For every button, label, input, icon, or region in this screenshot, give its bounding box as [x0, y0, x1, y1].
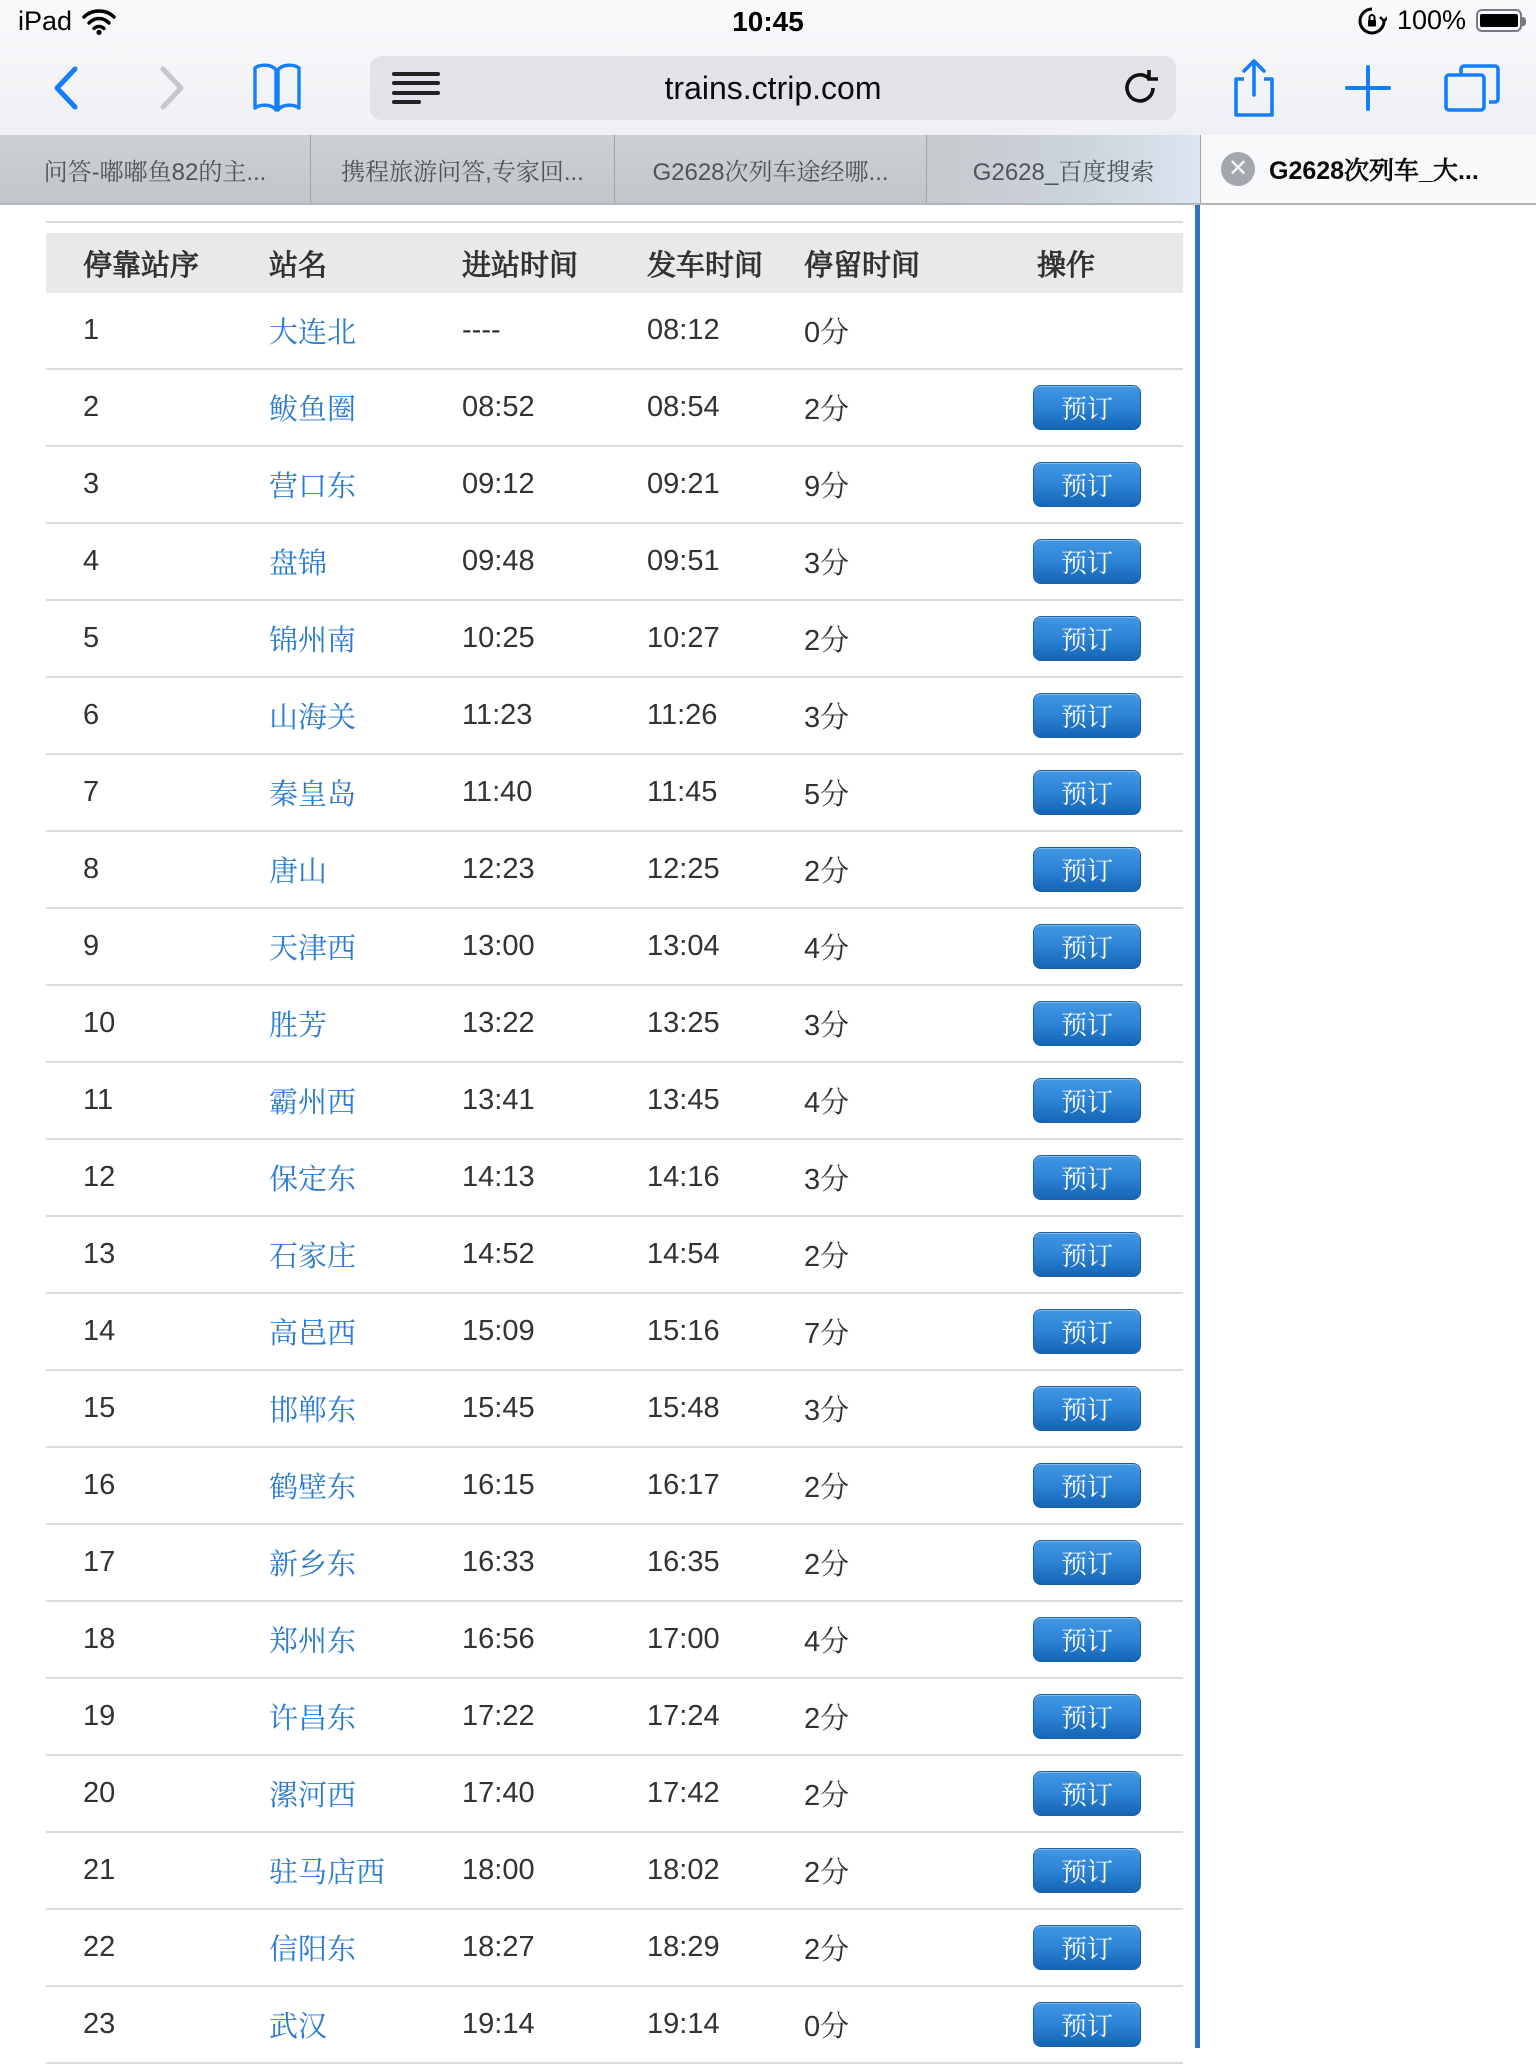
- station-link[interactable]: 邯郸东: [269, 1395, 357, 1427]
- departure-time: 18:29: [647, 1931, 720, 1963]
- page-content-edge: [1195, 205, 1200, 2048]
- tab-1[interactable]: [0, 135, 311, 203]
- reload-button[interactable]: [1120, 68, 1160, 108]
- action-cell: [1037, 1848, 1183, 1893]
- arrival-time: 09:48: [462, 545, 535, 577]
- table-row: [46, 986, 1183, 1063]
- station-link[interactable]: 盘锦: [269, 548, 328, 580]
- stop-duration: 2分: [804, 1472, 850, 1504]
- stop-duration: 4分: [804, 1087, 850, 1119]
- url-text: trains.ctrip.com: [664, 69, 882, 106]
- table-row: [46, 447, 1183, 524]
- station-link[interactable]: 秦皇岛: [269, 779, 357, 811]
- departure-time: 13:45: [647, 1084, 720, 1116]
- stop-sequence: 6: [83, 699, 100, 731]
- arrival-time: 18:27: [462, 1931, 535, 1963]
- station-link[interactable]: 锦州南: [269, 625, 357, 657]
- stop-duration: 3分: [804, 1395, 850, 1427]
- departure-time: 16:17: [647, 1469, 720, 1501]
- book-button[interactable]: 预订: [1033, 693, 1141, 738]
- stop-duration: 5分: [804, 779, 850, 811]
- arrival-time: 14:52: [462, 1238, 535, 1270]
- action-cell: [1037, 1001, 1183, 1046]
- action-cell: [1037, 1386, 1183, 1431]
- stop-duration: 0分: [804, 317, 850, 349]
- book-button[interactable]: 预订: [1033, 1463, 1141, 1508]
- table-row: [46, 1371, 1183, 1448]
- stop-sequence: 8: [83, 853, 100, 885]
- departure-time: 17:00: [647, 1623, 720, 1655]
- departure-time: 10:27: [647, 622, 720, 654]
- book-button[interactable]: 预订: [1033, 1925, 1141, 1970]
- tab-label: G2628_百度搜索: [972, 158, 1155, 186]
- table-row: [46, 1602, 1183, 1679]
- book-button[interactable]: 预订: [1033, 539, 1141, 584]
- stop-sequence: 14: [83, 1315, 116, 1347]
- action-cell: [1037, 1309, 1183, 1354]
- stop-sequence: 16: [83, 1469, 116, 1501]
- stop-duration: 2分: [804, 394, 850, 426]
- table-header-row: [46, 233, 1183, 293]
- browser-chrome: [0, 0, 1536, 135]
- stop-sequence: 21: [83, 1854, 116, 1886]
- clock: 10:45: [732, 6, 804, 37]
- back-button[interactable]: [40, 40, 90, 135]
- book-button[interactable]: 预订: [1033, 1694, 1141, 1739]
- stop-duration: 2分: [804, 1703, 850, 1735]
- station-link[interactable]: 保定东: [269, 1164, 357, 1196]
- departure-time: 15:48: [647, 1392, 720, 1424]
- stop-sequence: 5: [83, 622, 100, 654]
- book-button[interactable]: 预订: [1033, 1617, 1141, 1662]
- arrival-time: 16:56: [462, 1623, 535, 1655]
- stop-sequence: 11: [83, 1084, 114, 1116]
- address-bar[interactable]: [370, 56, 1176, 120]
- action-cell: [1037, 1694, 1183, 1739]
- arrival-time: 11:40: [462, 776, 533, 808]
- station-link[interactable]: 信阳东: [269, 1934, 357, 1966]
- departure-time: 13:25: [647, 1007, 720, 1039]
- table-row: [46, 1910, 1183, 1987]
- stop-duration: 4分: [804, 1626, 850, 1658]
- station-link[interactable]: 漯河西: [269, 1780, 357, 1812]
- action-cell: [1037, 1617, 1183, 1662]
- action-cell: [1037, 924, 1183, 969]
- action-cell: [1037, 2002, 1183, 2047]
- arrival-time: 13:00: [462, 930, 535, 962]
- stop-duration: 3分: [804, 548, 850, 580]
- stop-sequence: 20: [83, 1777, 116, 1809]
- table-row: [46, 293, 1183, 370]
- departure-time: 19:14: [647, 2008, 720, 2040]
- book-button[interactable]: 预订: [1033, 1155, 1141, 1200]
- book-button[interactable]: 预订: [1033, 847, 1141, 892]
- table-row: [46, 524, 1183, 601]
- new-tab-button[interactable]: [1338, 40, 1398, 135]
- station-link[interactable]: 高邑西: [269, 1318, 357, 1350]
- station-link[interactable]: 山海关: [269, 702, 357, 734]
- forward-button[interactable]: [148, 40, 198, 135]
- tab-bar: [0, 135, 1536, 205]
- stop-sequence: 4: [83, 545, 100, 577]
- battery-percent: 100%: [1396, 5, 1466, 35]
- table-row: [46, 370, 1183, 447]
- stop-duration: 2分: [804, 1549, 850, 1581]
- arrival-time: 09:12: [462, 468, 535, 500]
- tab-5-active[interactable]: [1201, 135, 1536, 203]
- arrival-time: 13:22: [462, 1007, 535, 1039]
- book-button[interactable]: 预订: [1033, 1309, 1141, 1354]
- action-cell: [1037, 1771, 1183, 1816]
- table-row: [46, 1294, 1183, 1371]
- tab-label: G2628次列车途经哪...: [652, 158, 889, 186]
- tab-label: 携程旅游问答,专家回...: [341, 158, 584, 186]
- table-row: [46, 1063, 1183, 1140]
- arrival-time: 12:23: [462, 853, 535, 885]
- stop-sequence: 10: [83, 1007, 116, 1039]
- action-cell: [1037, 1078, 1183, 1123]
- departure-time: 14:16: [647, 1161, 720, 1193]
- stop-duration: 2分: [804, 856, 850, 888]
- station-link[interactable]: 郑州东: [269, 1626, 357, 1658]
- arrival-time: 11:23: [462, 699, 533, 731]
- page-top-divider: [46, 221, 1183, 223]
- stop-sequence: 15: [83, 1392, 116, 1424]
- table-row: [46, 1679, 1183, 1756]
- arrival-time: 17:40: [462, 1777, 535, 1809]
- header-stop-sequence: 停靠站序: [83, 249, 200, 282]
- stop-sequence: 19: [83, 1700, 116, 1732]
- action-cell: [1037, 539, 1183, 584]
- departure-time: 15:16: [647, 1315, 720, 1347]
- station-link[interactable]: 石家庄: [269, 1241, 357, 1273]
- stop-sequence: 7: [83, 776, 100, 808]
- station-link[interactable]: 天津西: [269, 933, 357, 965]
- arrival-time: 17:22: [462, 1700, 535, 1732]
- table-row: [46, 1756, 1183, 1833]
- book-button[interactable]: 预订: [1033, 770, 1141, 815]
- station-link[interactable]: 武汉: [269, 2011, 328, 2043]
- action-cell: [1037, 1155, 1183, 1200]
- tab-label: G2628次列车_大...: [1269, 157, 1479, 185]
- departure-time: 17:24: [647, 1700, 720, 1732]
- departure-time: 18:02: [647, 1854, 720, 1886]
- departure-time: 09:51: [647, 545, 720, 577]
- arrival-time: 19:14: [462, 2008, 535, 2040]
- action-cell: [1037, 847, 1183, 892]
- book-button[interactable]: 预订: [1033, 616, 1141, 661]
- departure-time: 17:42: [647, 1777, 720, 1809]
- station-link[interactable]: 驻马店西: [269, 1857, 386, 1889]
- stop-duration: 3分: [804, 1164, 850, 1196]
- browser-toolbar: [0, 40, 1536, 135]
- book-button[interactable]: 预订: [1033, 2002, 1141, 2047]
- reader-icon[interactable]: [392, 72, 440, 104]
- action-cell: [1037, 462, 1183, 507]
- station-link[interactable]: 营口东: [269, 471, 357, 503]
- header-stop-duration: 停留时间: [804, 249, 921, 282]
- arrival-time: 10:25: [462, 622, 535, 654]
- departure-time: 08:54: [647, 391, 720, 423]
- table-row: [46, 1987, 1183, 2064]
- stop-sequence: 17: [83, 1546, 116, 1578]
- action-cell: [1037, 693, 1183, 738]
- stop-duration: 2分: [804, 1780, 850, 1812]
- carrier-label: iPad: [18, 6, 73, 36]
- book-button[interactable]: 预订: [1033, 1771, 1141, 1816]
- orientation-lock-icon: [1357, 6, 1387, 36]
- table-row: [46, 1525, 1183, 1602]
- battery-icon: [1476, 9, 1522, 32]
- table-row: [46, 1448, 1183, 1525]
- table-row: [46, 832, 1183, 909]
- station-link[interactable]: 大连北: [269, 317, 357, 349]
- action-cell: [1037, 1463, 1183, 1508]
- action-cell: [1037, 616, 1183, 661]
- departure-time: 13:04: [647, 930, 720, 962]
- arrival-time: 15:45: [462, 1392, 535, 1424]
- book-button[interactable]: 预订: [1033, 1540, 1141, 1585]
- table-row: [46, 601, 1183, 678]
- station-link[interactable]: 新乡东: [269, 1549, 357, 1581]
- arrival-time: 15:09: [462, 1315, 535, 1347]
- departure-time: 08:12: [647, 314, 720, 346]
- departure-time: 09:21: [647, 468, 720, 500]
- departure-time: 16:35: [647, 1546, 720, 1578]
- departure-time: 11:45: [647, 776, 718, 808]
- stop-sequence: 9: [83, 930, 100, 962]
- stop-sequence: 13: [83, 1238, 116, 1270]
- stop-duration: 2分: [804, 1857, 850, 1889]
- station-link[interactable]: 鹤壁东: [269, 1472, 357, 1504]
- station-link[interactable]: 鲅鱼圈: [269, 394, 357, 426]
- station-link[interactable]: 胜芳: [269, 1010, 328, 1042]
- action-cell: [1037, 1925, 1183, 1970]
- header-arrival-time: 进站时间: [462, 249, 579, 282]
- table-row: [46, 1140, 1183, 1217]
- book-button[interactable]: 预订: [1033, 1232, 1141, 1277]
- table-row: [46, 755, 1183, 832]
- book-button[interactable]: 预订: [1033, 462, 1141, 507]
- status-bar: [0, 0, 1536, 40]
- table-row: [46, 1833, 1183, 1910]
- close-tab-icon[interactable]: ✕: [1221, 152, 1255, 186]
- stop-sequence: 2: [83, 391, 100, 423]
- book-button[interactable]: 预订: [1033, 1848, 1141, 1893]
- table-body: [46, 293, 1183, 2064]
- stop-duration: 9分: [804, 471, 850, 503]
- stop-sequence: 23: [83, 2008, 116, 2040]
- stop-sequence: 12: [83, 1161, 116, 1193]
- share-button[interactable]: [1222, 40, 1286, 135]
- stop-sequence: 18: [83, 1623, 116, 1655]
- departure-time: 11:26: [647, 699, 718, 731]
- stop-sequence: 3: [83, 468, 100, 500]
- action-cell: [1037, 770, 1183, 815]
- stop-duration: 3分: [804, 702, 850, 734]
- book-button[interactable]: 预订: [1033, 1078, 1141, 1123]
- book-button[interactable]: 预订: [1033, 1386, 1141, 1431]
- arrival-time: 13:41: [462, 1084, 535, 1116]
- arrival-time: 16:15: [462, 1469, 535, 1501]
- arrival-time: ----: [462, 314, 501, 346]
- stop-duration: 0分: [804, 2011, 850, 2043]
- header-station-name: 站名: [269, 249, 328, 282]
- tab-label: 问答-嘟嘟鱼82的主...: [43, 158, 267, 186]
- tab-3[interactable]: [615, 135, 927, 203]
- arrival-time: 18:00: [462, 1854, 535, 1886]
- action-cell: [1037, 385, 1183, 430]
- table-row: [46, 1217, 1183, 1294]
- departure-time: 12:25: [647, 853, 720, 885]
- action-cell: [1037, 1540, 1183, 1585]
- station-link[interactable]: 唐山: [269, 856, 328, 888]
- header-action: 操作: [1037, 249, 1096, 282]
- book-button[interactable]: 预订: [1033, 1001, 1141, 1046]
- bookmarks-icon[interactable]: [244, 40, 310, 135]
- stop-sequence: 1: [83, 314, 100, 346]
- book-button[interactable]: 预订: [1033, 385, 1141, 430]
- departure-time: 14:54: [647, 1238, 720, 1270]
- station-link[interactable]: 许昌东: [269, 1703, 357, 1735]
- tab-4[interactable]: [927, 135, 1201, 203]
- stop-duration: 2分: [804, 625, 850, 657]
- table-row: [46, 678, 1183, 755]
- stop-duration: 2分: [804, 1241, 850, 1273]
- action-cell: [1037, 1232, 1183, 1277]
- train-stop-table: [46, 233, 1183, 2064]
- arrival-time: 16:33: [462, 1546, 535, 1578]
- stop-sequence: 22: [83, 1931, 116, 1963]
- stop-duration: 3分: [804, 1010, 850, 1042]
- stop-duration: 2分: [804, 1934, 850, 1966]
- arrival-time: 08:52: [462, 391, 535, 423]
- stop-duration: 7分: [804, 1318, 850, 1350]
- arrival-time: 14:13: [462, 1161, 535, 1193]
- tab-2[interactable]: [311, 135, 615, 203]
- station-link[interactable]: 霸州西: [269, 1087, 357, 1119]
- header-departure-time: 发车时间: [647, 249, 764, 282]
- stop-duration: 4分: [804, 933, 850, 965]
- table-row: [46, 909, 1183, 986]
- tabs-overview-button[interactable]: [1436, 40, 1508, 135]
- book-button[interactable]: 预订: [1033, 924, 1141, 969]
